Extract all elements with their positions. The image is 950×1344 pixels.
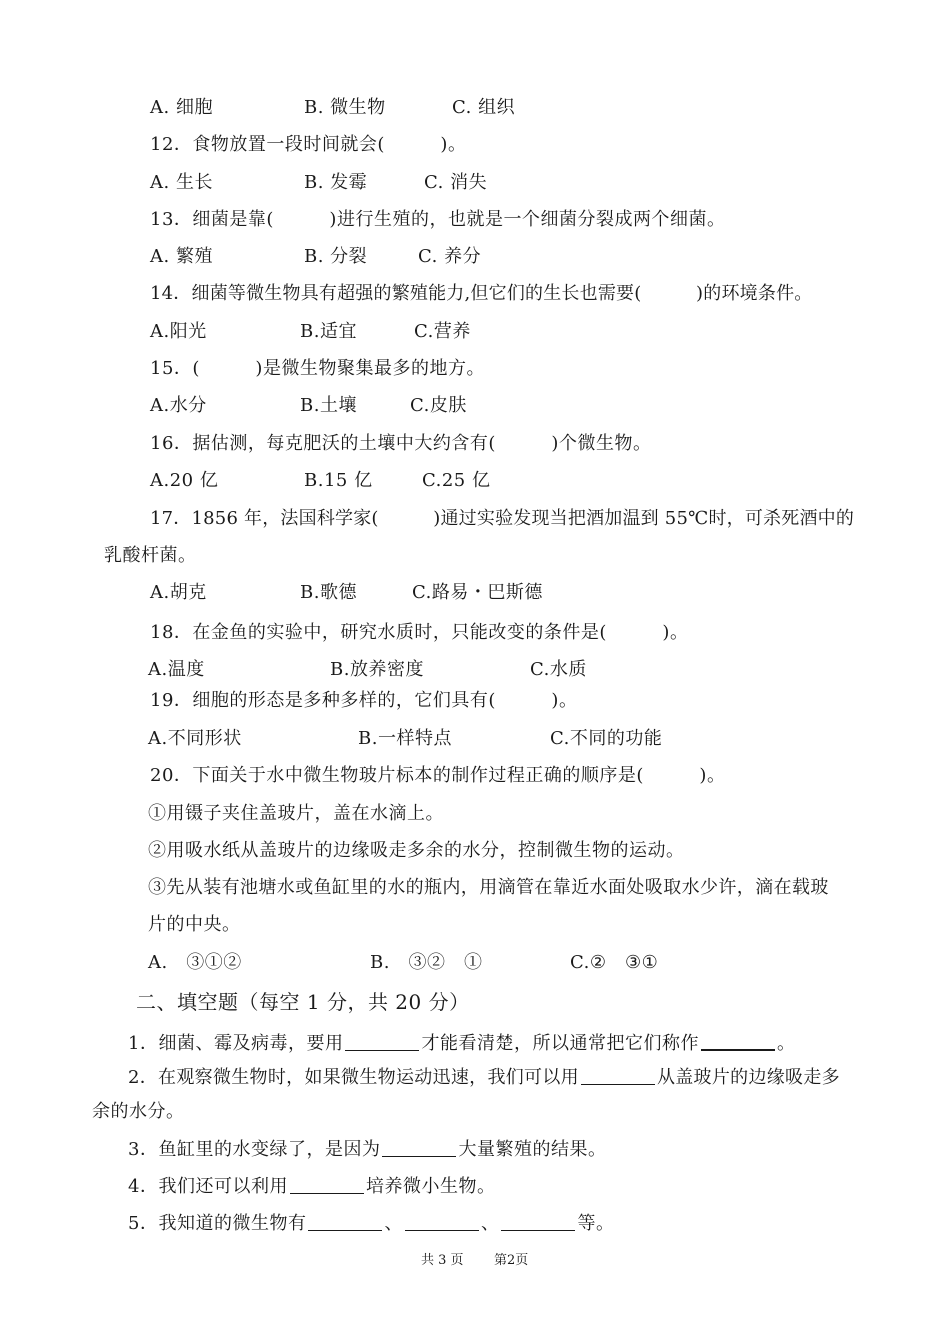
fill-1: [128, 1031, 795, 1056]
fill-3-text-a: 3．鱼缸里的水变绿了，是因为: [128, 1139, 381, 1160]
step-1: ①用镊子夹住盖玻片，盖在水滴上。: [148, 803, 444, 824]
question-17-cont: 乳酸杆菌。: [104, 545, 197, 566]
option-b: B.15 亿: [304, 470, 373, 491]
fill-4-text-b: 培养微小生物。: [365, 1176, 496, 1197]
step-3-cont: 片的中央。: [148, 914, 241, 935]
question-19: 19．细胞的形态是多种多样的，它们具有( )。: [150, 690, 578, 711]
option-a: A.20 亿: [150, 470, 219, 491]
fill-5-text-end: 等。: [577, 1213, 615, 1234]
question-18: 18．在金鱼的实验中，研究水质时，只能改变的条件是( )。: [150, 622, 689, 643]
fill-3-text-b: 大量繁殖的结果。: [458, 1139, 607, 1160]
question-17: 17．1856 年，法国科学家( )通过实验发现当把酒加温到 55℃时，可杀死酒中的: [150, 508, 855, 529]
fill-5-sep: 、: [384, 1213, 403, 1234]
fill-3: [128, 1138, 606, 1162]
option-b: B. 发霉: [304, 172, 368, 193]
step-2: ②用吸水纸从盖玻片的边缘吸走多余的水分，控制微生物的运动。: [148, 840, 685, 861]
fill-2-text-b: 从盖玻片的边缘吸走多: [656, 1067, 840, 1088]
fill-4: [128, 1175, 495, 1199]
option-c: C.皮肤: [410, 395, 467, 416]
answer-blank[interactable]: [581, 1066, 655, 1085]
page-total: 共 3 页: [421, 1253, 464, 1268]
option-b: B. 微生物: [304, 97, 386, 118]
fill-5: [128, 1212, 614, 1236]
option-a: A.阳光: [150, 321, 207, 342]
option-c: C.营养: [414, 321, 471, 342]
page-number: 第2页: [494, 1253, 529, 1268]
option-c: C.路易・巴斯德: [412, 582, 543, 603]
option-a: A.水分: [150, 395, 207, 416]
answer-blank[interactable]: [290, 1175, 364, 1194]
question-12: 12．食物放置一段时间就会( )。: [150, 134, 467, 155]
answer-blank[interactable]: [308, 1212, 382, 1231]
option-b: B.放养密度: [330, 659, 424, 680]
fill-5-sep: 、: [480, 1213, 500, 1234]
option-c: C.水质: [530, 659, 587, 680]
fill-5-text-a: 5．我知道的微生物有: [128, 1213, 307, 1234]
option-b: B. 分裂: [304, 246, 368, 267]
option-c: C.不同的功能: [550, 728, 663, 749]
option-a: A. 细胞: [150, 97, 213, 118]
answer-blank[interactable]: [405, 1212, 479, 1231]
answer-blank[interactable]: [345, 1032, 419, 1051]
option-a: A. ③①②: [148, 952, 242, 973]
option-c: C. 组织: [452, 97, 516, 118]
option-c: C.② ③①: [570, 952, 659, 973]
option-c: C. 消失: [424, 172, 488, 193]
option-b: B.适宜: [300, 321, 357, 342]
question-20: 20．下面关于水中微生物玻片标本的制作过程正确的顺序是( )。: [150, 765, 726, 786]
fill-1-text-a: 1．细菌、霉及病毒，要用: [128, 1033, 344, 1054]
option-a: A. 生长: [150, 172, 213, 193]
fill-2-text-a: 2．在观察微生物时，如果微生物运动迅速，我们可以用: [128, 1067, 579, 1088]
fill-1-text-b: 才能看清楚，所以通常把它们称作: [421, 1033, 699, 1054]
option-a: A.温度: [148, 659, 205, 680]
fill-4-text-a: 4．我们还可以利用: [128, 1176, 288, 1197]
option-b: B.一样特点: [358, 728, 452, 749]
question-13: 13．细菌是靠( )进行生殖的，也就是一个细菌分裂成两个细菌。: [150, 209, 726, 230]
option-b: B. ③② ①: [370, 952, 483, 973]
option-a: A.不同形状: [148, 728, 242, 749]
step-3: ③先从装有池塘水或鱼缸里的水的瓶内，用滴管在靠近水面处吸取水少许，滴在载玻: [148, 877, 829, 898]
option-c: C. 养分: [418, 246, 482, 267]
fill-1-text-c: 。: [776, 1033, 796, 1054]
section-title: 二、填空题（每空 1 分，共 20 分）: [136, 990, 470, 1014]
answer-blank[interactable]: [501, 1212, 575, 1231]
question-14: 14．细菌等微生物具有超强的繁殖能力,但它们的生长也需要( )的环境条件。: [150, 283, 813, 304]
fill-2: [128, 1066, 840, 1090]
option-a: A.胡克: [150, 582, 207, 603]
answer-blank[interactable]: [382, 1138, 456, 1157]
option-a: A. 繁殖: [150, 246, 213, 267]
option-b: B.土壤: [300, 395, 357, 416]
fill-2-cont: 余的水分。: [92, 1101, 185, 1122]
question-16: 16．据估测，每克肥沃的土壤中大约含有( )个微生物。: [150, 433, 652, 454]
option-c: C.25 亿: [422, 470, 491, 491]
option-b: B.歌德: [300, 582, 357, 603]
answer-blank[interactable]: [701, 1031, 775, 1051]
question-15: 15．( )是微生物聚集最多的地方。: [150, 358, 485, 379]
